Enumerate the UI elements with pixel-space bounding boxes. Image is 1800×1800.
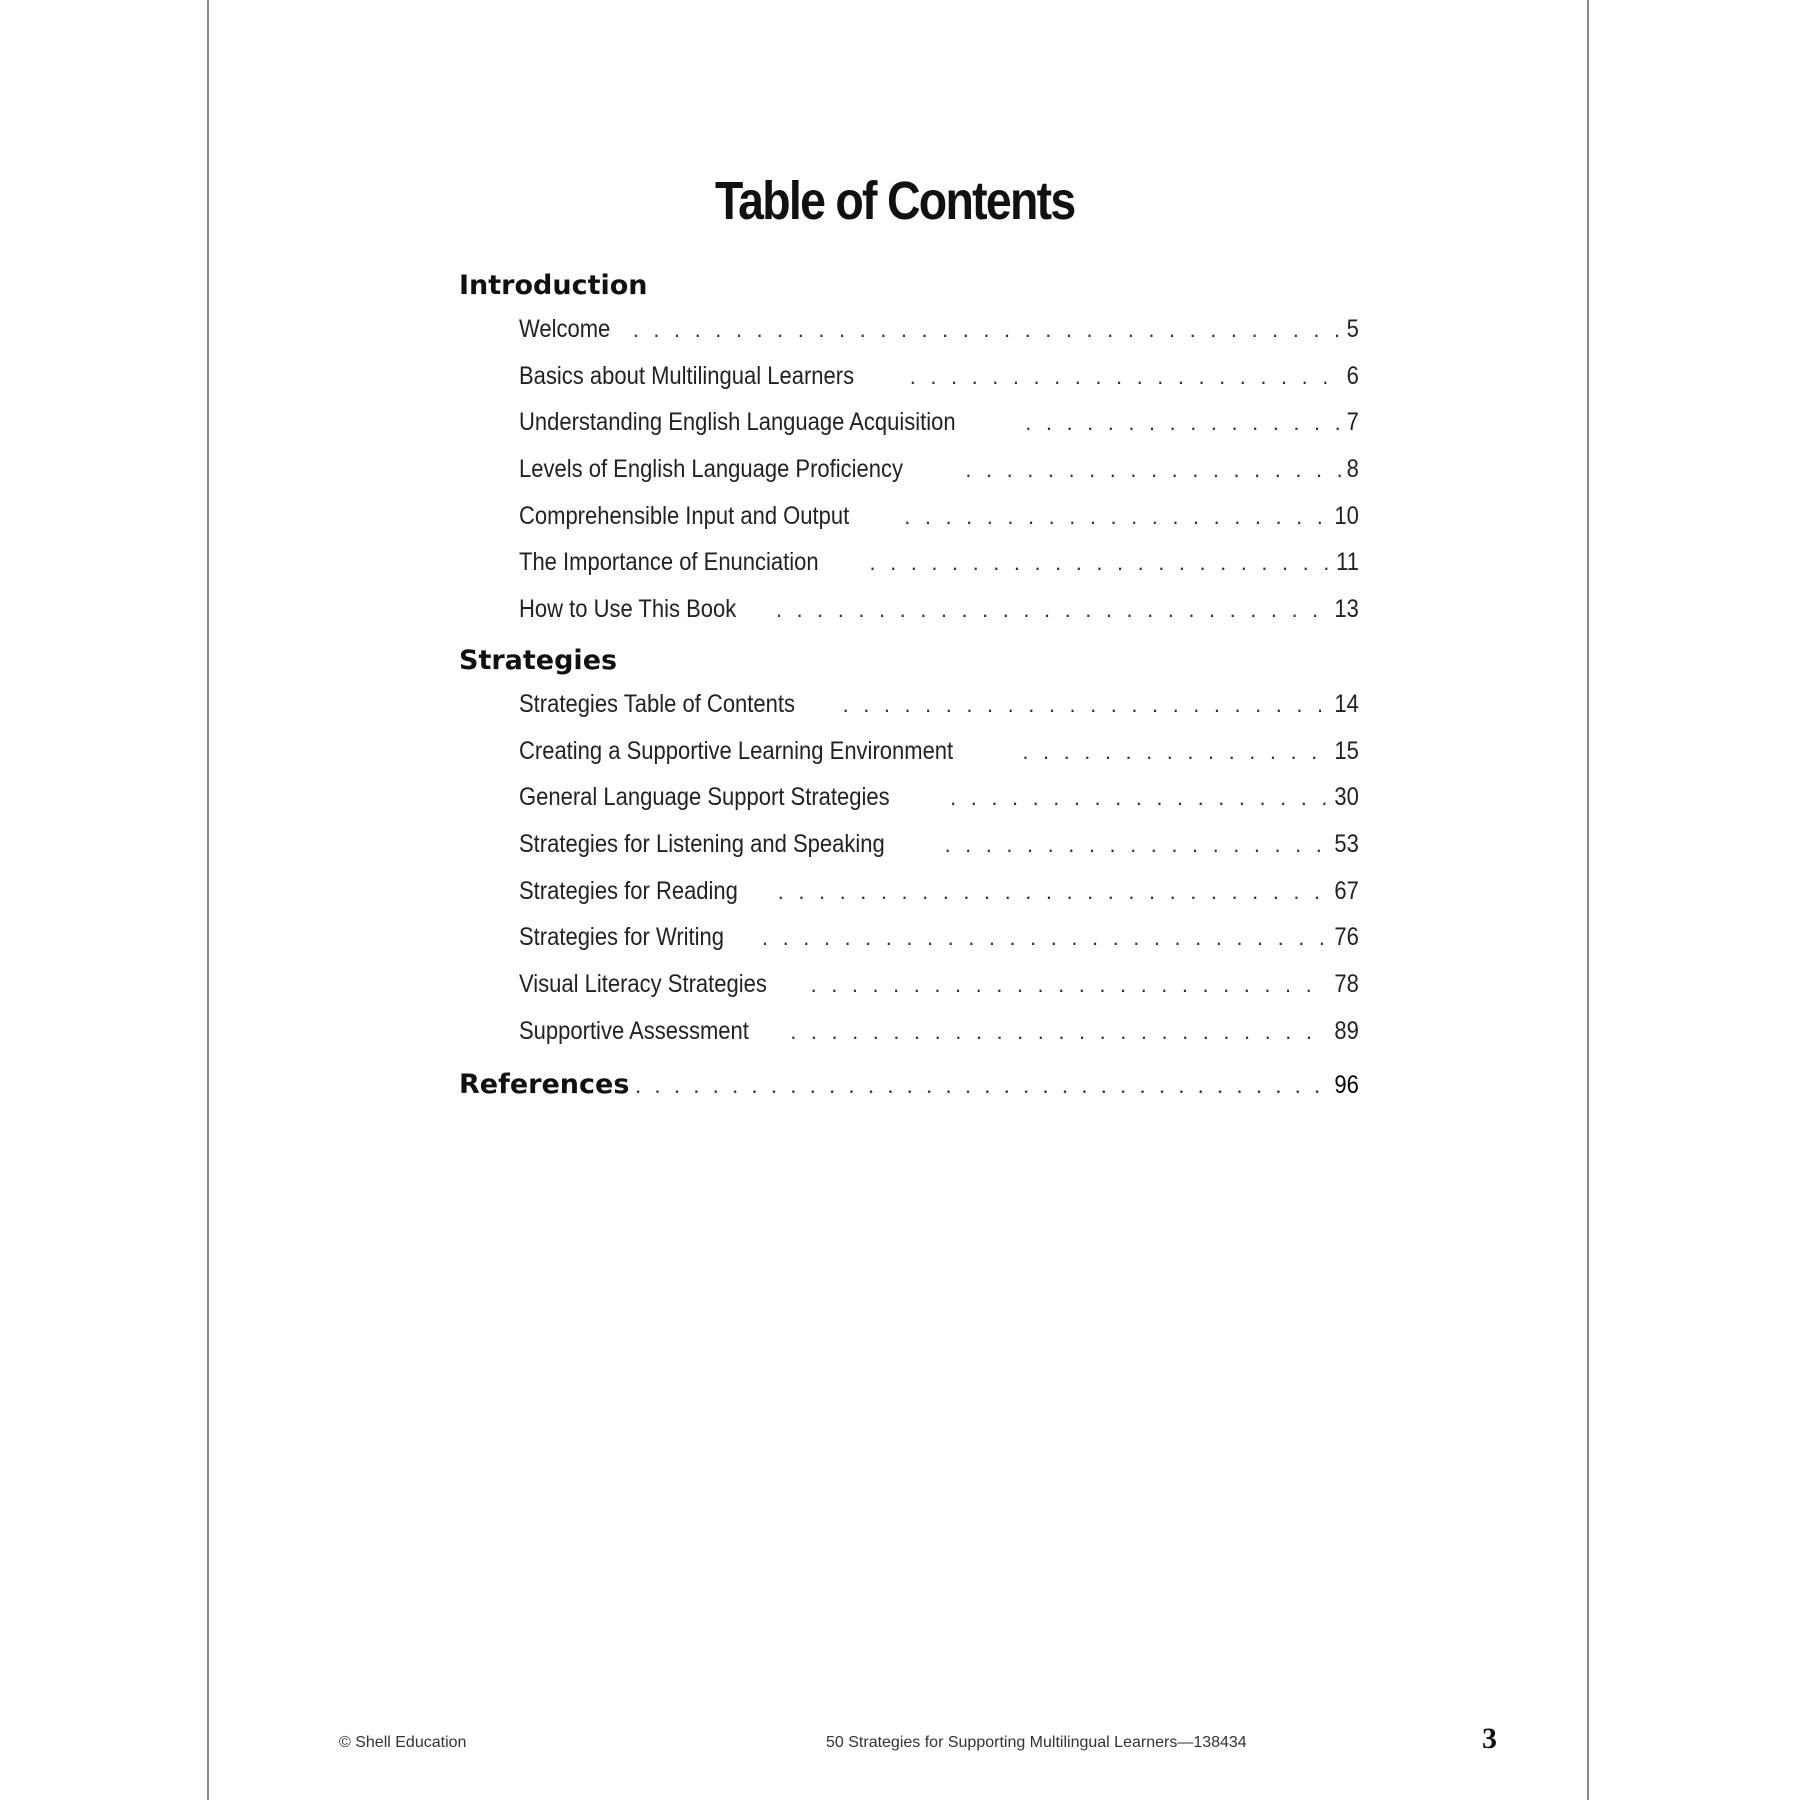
toc-entry-page: 53: [1334, 829, 1359, 858]
footer-copyright: © Shell Education: [339, 1734, 467, 1751]
toc-entry-label: Strategies for Reading: [519, 876, 738, 905]
toc-entry-page: 30: [1334, 783, 1359, 812]
dot-leader: [904, 494, 1327, 541]
dot-leader: [762, 915, 1327, 962]
toc-entry[interactable]: [459, 914, 1359, 961]
toc-entry-label: Welcome: [519, 315, 611, 343]
references-heading: References: [459, 1069, 630, 1101]
dot-leader: [635, 1063, 1327, 1109]
toc-entry-label: How to Use This Book: [519, 595, 737, 624]
section-heading-strategies: Strategies: [459, 644, 618, 676]
dot-leader: [778, 869, 1327, 916]
toc-entry-page: 10: [1334, 501, 1359, 530]
toc-entry[interactable]: [459, 1008, 1359, 1055]
dot-leader: [945, 822, 1328, 869]
toc-entry[interactable]: [459, 306, 1359, 353]
footer-book-title: 50 Strategies for Supporting Multilingual Learners—138434: [826, 1734, 1247, 1751]
dot-leader: [1025, 400, 1341, 447]
toc-entry[interactable]: [459, 493, 1359, 540]
toc-entry-label: Understanding English Language Acquisition: [519, 408, 956, 437]
toc-entry[interactable]: [459, 539, 1359, 586]
dot-leader: [843, 682, 1328, 729]
toc-entry[interactable]: [459, 868, 1359, 915]
dot-leader: [790, 1009, 1327, 1056]
section-gap: [459, 1054, 1359, 1062]
toc-entry-label: Strategies Table of Contents: [519, 689, 795, 718]
toc-entry-label: Visual Literacy Strategies: [519, 969, 767, 998]
toc-entry-page: 89: [1334, 1016, 1359, 1045]
toc-entry-label: Comprehensible Input and Output: [519, 501, 850, 530]
toc-entry[interactable]: [459, 446, 1359, 493]
dot-leader: [965, 447, 1341, 494]
toc-entry-label: Basics about Multilingual Learners: [519, 361, 855, 390]
toc-entry[interactable]: [459, 728, 1359, 775]
toc-entry[interactable]: [459, 774, 1359, 821]
dot-leader: [776, 587, 1327, 634]
toc-entry[interactable]: [459, 681, 1359, 728]
document-page: [207, 0, 1589, 1800]
toc-entry-label: The Importance of Enunciation: [519, 548, 819, 577]
toc-entry-page: 14: [1334, 689, 1359, 718]
dot-leader: [633, 307, 1341, 354]
toc-entry-page: 8: [1346, 455, 1359, 484]
dot-leader: [950, 775, 1327, 822]
dot-leader: [869, 540, 1329, 587]
toc-entry[interactable]: [459, 353, 1359, 400]
toc-entry-page: 13: [1334, 595, 1359, 624]
toc-entry-label: General Language Support Strategies: [519, 783, 890, 812]
toc-entry-page: 11: [1336, 548, 1359, 577]
toc-entry-label: Creating a Supportive Learning Environment: [519, 736, 954, 765]
toc-entry-label: Strategies for Writing: [519, 923, 725, 952]
toc-entry-page: 5: [1346, 315, 1359, 343]
page-title: Table of Contents: [714, 171, 1075, 231]
dot-leader: [1022, 729, 1327, 776]
section-gap: [459, 633, 1359, 641]
toc-entry-page: 78: [1334, 969, 1359, 998]
toc-entry-page: 7: [1346, 408, 1359, 437]
toc-entry-page: 67: [1334, 876, 1359, 905]
toc-entry-page: 76: [1334, 923, 1359, 952]
toc-entry[interactable]: [459, 399, 1359, 446]
toc-entry-page: 15: [1334, 736, 1359, 765]
dot-leader: [811, 962, 1328, 1009]
dot-leader: [910, 354, 1341, 401]
toc-entry-page: 96: [1334, 1071, 1359, 1100]
toc-entry-label: Supportive Assessment: [519, 1016, 749, 1045]
toc-entry-references[interactable]: [459, 1062, 1359, 1108]
toc-entry[interactable]: [459, 961, 1359, 1008]
toc-entry-label: Strategies for Listening and Speaking: [519, 829, 885, 858]
table-of-contents: [459, 266, 1359, 1108]
toc-entry[interactable]: [459, 821, 1359, 868]
toc-entry-page: 6: [1346, 361, 1359, 390]
toc-entry[interactable]: [459, 586, 1359, 633]
footer-page-number: 3: [1482, 1722, 1497, 1755]
section-heading-introduction: Introduction: [459, 270, 648, 301]
toc-entry-label: Levels of English Language Proficiency: [519, 455, 904, 484]
